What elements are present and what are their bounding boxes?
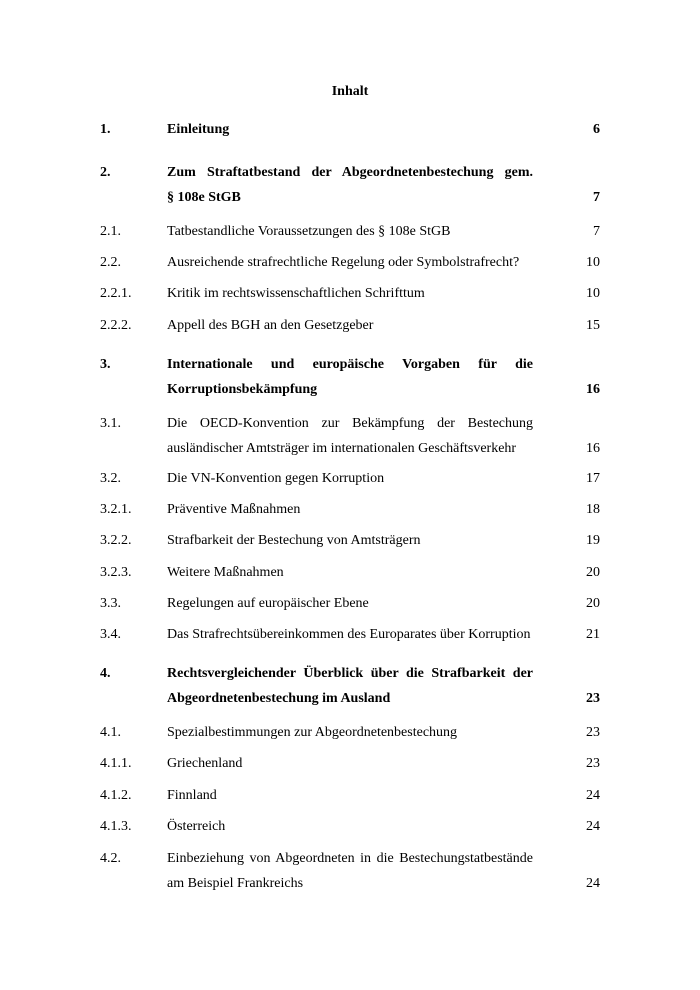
- toc-entry-title: [167, 661, 533, 711]
- toc-entry-title: [167, 528, 533, 553]
- toc-entry-title-line: Die OECD-Konvention zur Bekämpfung der Bestechung: [167, 416, 533, 431]
- toc-entry-number: 2.2.: [100, 255, 121, 270]
- toc-entry-title-line: Tatbestandliche Voraussetzungen des § 108e StGB: [167, 224, 451, 239]
- toc-entry-title-line: Korruptionsbekämpfung: [167, 382, 318, 397]
- toc-entry-number: 4.1.3.: [100, 819, 132, 834]
- toc-entry-title-line: Zum Straftatbestand der Abgeordnetenbestechung gem.: [167, 165, 533, 180]
- toc-entry-title-line: Präventive Maßnahmen: [167, 502, 301, 517]
- toc-entry-title-line: Griechenland: [167, 756, 243, 771]
- toc-entry-title: [167, 117, 533, 142]
- toc-entry-number: 4.: [100, 666, 111, 681]
- toc-entry-title-line: Kritik im rechtswissenschaftlichen Schrifttum: [167, 286, 425, 301]
- toc-entry-page-number: 17: [586, 471, 600, 486]
- toc-entry-page-number: 19: [586, 533, 600, 548]
- toc-entry-number: 3.2.3.: [100, 565, 132, 580]
- toc-entry-title-line: Appell des BGH an den Gesetzgeber: [167, 318, 374, 333]
- toc-entry-number: 4.2.: [100, 851, 121, 866]
- toc-entry-title-line: Einleitung: [167, 122, 230, 137]
- toc-entry-page-number: 23: [586, 691, 600, 706]
- toc-entry-title-line: Österreich: [167, 819, 226, 834]
- toc-entry-title-line: § 108e StGB: [167, 190, 241, 205]
- toc-entry-page-number: 6: [593, 122, 600, 137]
- toc-entry-page-number: 15: [586, 318, 600, 333]
- toc-entry-number: 3.2.1.: [100, 502, 132, 517]
- toc-entry-title: [167, 846, 533, 896]
- toc-entry-title-line: Abgeordnetenbestechung im Ausland: [167, 691, 391, 706]
- toc-entry-number: 4.1.2.: [100, 788, 132, 803]
- toc-entry-page-number: 16: [586, 382, 600, 397]
- toc-entry-number: 2.1.: [100, 224, 121, 239]
- toc-entry-title-line: ausländischer Amtsträger im internationalen Geschäftsverkehr: [167, 441, 517, 456]
- toc-entry-number: 3.2.: [100, 471, 121, 486]
- toc-entry-title: [167, 751, 533, 776]
- toc-entry-number: 4.1.: [100, 725, 121, 740]
- toc-entry-page-number: 24: [586, 876, 600, 891]
- toc-entry-title: [167, 622, 533, 647]
- toc-entry-title: [167, 466, 533, 491]
- toc-entry-title: [167, 219, 533, 244]
- toc-entry-title: [167, 814, 533, 839]
- toc-entry-number: 1.: [100, 122, 111, 137]
- toc-heading: Inhalt: [331, 84, 369, 99]
- toc-entry-title: [167, 411, 533, 461]
- toc-entry-number: 3.4.: [100, 627, 121, 642]
- toc-entry-title-line: Einbeziehung von Abgeordneten in die Bestechungstatbestände: [167, 851, 533, 866]
- toc-entry-title-line: am Beispiel Frankreichs: [167, 876, 304, 891]
- toc-entry-title: [167, 783, 533, 808]
- toc-entry-title: [167, 160, 533, 210]
- toc-entry-title: [167, 497, 533, 522]
- toc-entry-page-number: 10: [586, 255, 600, 270]
- toc-entry-title-line: Ausreichende strafrechtliche Regelung oder Symbolstrafrecht?: [167, 255, 520, 270]
- toc-entry-number: 2.2.2.: [100, 318, 132, 333]
- toc-entry-page-number: 23: [586, 756, 600, 771]
- toc-entry-page-number: 24: [586, 788, 600, 803]
- toc-entry-title: [167, 591, 533, 616]
- toc-entry-title: [167, 281, 533, 306]
- toc-entry-title: [167, 250, 533, 275]
- toc-entry-title-line: Strafbarkeit der Bestechung von Amtsträgern: [167, 533, 421, 548]
- toc-entry-page-number: 24: [586, 819, 600, 834]
- toc-entry-page-number: 18: [586, 502, 600, 517]
- toc-entry-number: 3.3.: [100, 596, 121, 611]
- toc-entry-page-number: 7: [593, 190, 600, 205]
- toc-entry-page-number: 16: [586, 441, 600, 456]
- toc-entry-title: [167, 720, 533, 745]
- toc-entry-number: 3.2.2.: [100, 533, 132, 548]
- toc-entry-page-number: 7: [593, 224, 600, 239]
- toc-entry-number: 2.: [100, 165, 111, 180]
- toc-entry-page-number: 20: [586, 565, 600, 580]
- toc-entry-title-line: Finnland: [167, 788, 217, 803]
- toc-entry-page-number: 20: [586, 596, 600, 611]
- toc-entry-number: 3.: [100, 357, 111, 372]
- toc-entry-number: 4.1.1.: [100, 756, 132, 771]
- toc-entry-page-number: 23: [586, 725, 600, 740]
- toc-entry-number: 2.2.1.: [100, 286, 132, 301]
- toc-entry-title-line: Rechtsvergleichender Überblick über die Strafbarkeit der: [167, 666, 533, 681]
- toc-entry-title: [167, 560, 533, 585]
- toc-entry-title-line: Weitere Maßnahmen: [167, 565, 284, 580]
- toc-entry-title-line: Internationale und europäische Vorgaben für die: [167, 357, 533, 372]
- toc-entry-page-number: 10: [586, 286, 600, 301]
- toc-entry-title: [167, 352, 533, 402]
- toc-entry-title-line: Spezialbestimmungen zur Abgeordnetenbestechung: [167, 725, 458, 740]
- toc-entry-page-number: 21: [586, 627, 600, 642]
- toc-entry-title-line: Regelungen auf europäischer Ebene: [167, 596, 369, 611]
- toc-entry-title-line: Das Strafrechtsübereinkommen des Europarates über Korruption: [167, 627, 531, 642]
- toc-entry-title-line: Die VN-Konvention gegen Korruption: [167, 471, 385, 486]
- toc-entry-title: [167, 313, 533, 338]
- toc-entry-number: 3.1.: [100, 416, 121, 431]
